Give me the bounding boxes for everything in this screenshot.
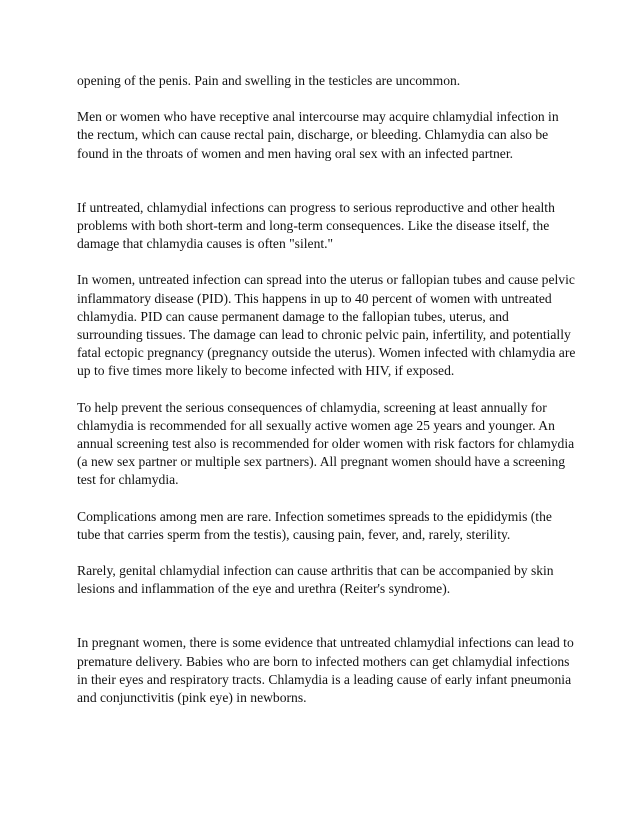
paragraph-anal-oral-infection: Men or women who have receptive anal intercourse may acquire chlamydial infection in the rectum, which can cause rectal pain, discharge, or bleeding. Chlamydia can also be found in the throats of women and men having oral sex with an infected partner. <box>77 109 559 161</box>
document-body <box>77 72 577 707</box>
paragraph-reiters-syndrome: Rarely, genital chlamydial infection can cause arthritis that can be accompanied by skin lesions and inflammation of the eye and urethra (Reiter's syndrome). <box>77 563 554 597</box>
paragraph-untreated-consequences: If untreated, chlamydial infections can progress to serious reproductive and other health problems with both short-term and long-term consequences. Like the disease itself, the damage that chlamydia causes is often "silent." <box>77 199 555 252</box>
paragraph-penis-symptoms: opening of the penis. Pain and swelling in the testicles are uncommon. <box>77 73 461 88</box>
paragraph-pregnant-women: In pregnant women, there is some evidence that untreated chlamydial infections can lead to premature delivery. Babies who are born to infected mothers can get chlamydial infections in their eyes and respiratory tracts. Chlamydia is a leading cause of early infant pneumonia and conjunctivitis (pink eye) in newborns. <box>77 635 574 706</box>
paragraph-men-complications: Complications among men are rare. Infection sometimes spreads to the epididymis (the tube that carries sperm from the testis), causing pain, fever, and, rarely, sterility. <box>77 508 552 542</box>
paragraph-screening: To help prevent the serious consequences of chlamydia, screening at least annually for chlamydia is recommended for all sexually active women age 25 years and younger. An annual screening test also is recommended for older women with risk factors for chlamydia (a new sex partner or multiple sex partners). All pregnant women should have a screening test for chlamydia. <box>77 399 575 488</box>
paragraph-women-pid: In women, untreated infection can spread into the uterus or fallopian tubes and cause pelvic inflammatory disease (PID). This happens in up to 40 percent of women with untreated chlamydia. PID can cause permanent damage to the fallopian tubes, uterus, and surrounding tissues. The damage can lead to chronic pelvic pain, infertility, and potentially fatal ectopic pregnancy (pregnancy outside the uterus). Women infected with chlamydia are up to five times more likely to become infected with HIV, if exposed. <box>77 272 576 379</box>
